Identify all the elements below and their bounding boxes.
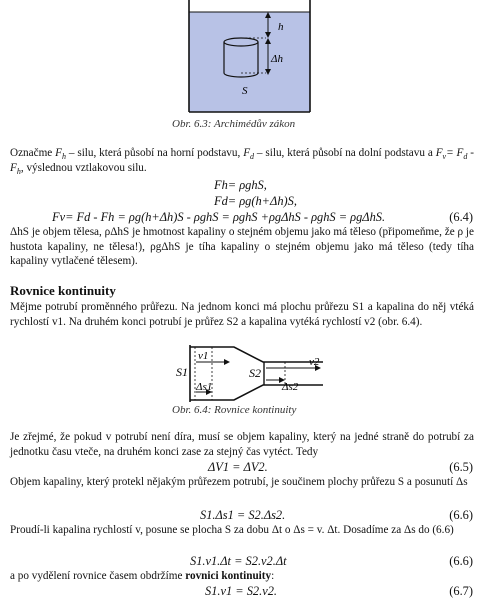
equation-number-6-7: (6.7) [449, 584, 473, 598]
label-ds1: Δs1 [196, 381, 213, 393]
paragraph-forces: Označme $F_h$ – silu, která působí na horní podstavu, $F_d$ – silu, která působí na dolní podstavu a $F_v= F_d - F_h$, výslednou vztlakovou silu. [10, 147, 474, 176]
label-h: h [278, 21, 284, 33]
equation-6-6b: S1.v1.Δt = S2.v2.Δt [190, 554, 287, 568]
paragraph-divide: a po vydělení rovnice časem obdržíme rovnici kontinuity: [10, 570, 275, 582]
label-S: S [242, 85, 248, 97]
equation-fh: Fh= ρghS, [214, 178, 267, 192]
equation-number-6-6b: (6.6) [449, 554, 473, 568]
equation-fd: Fd= ρg(h+Δh)S, [214, 194, 297, 208]
label-v1: v1 [198, 350, 209, 362]
paragraph-volume: ΔhS je objem tělesa, ρΔhS je hmotnost kapaliny o stejném objemu jako má těleso (připomeňme, že ρ je hustota kapaliny, ne tělesa!), ρgΔhS je tíha kapaliny o stejném objemu jako má těleso (tedy tíha kapaliny vytlačené tělesem). [10, 226, 474, 268]
figure-archimedes [0, 0, 503, 135]
paragraph-pipe: Mějme potrubí proměnného průřezu. Na jednom konci má plochu průřezu S1 a kapalina do něj vtéká rychlostí v1. Na druhém konci potrubí je průřez S2 a kapalina vytéká rychlostí v2 (obr. 6.4). [10, 301, 474, 328]
equation-number-6-5: (6.5) [449, 460, 473, 474]
label-dh: Δh [271, 53, 283, 65]
equation-6-6a: S1.Δs1 = S2.Δs2. [200, 508, 286, 522]
label-ds2: Δs2 [282, 381, 299, 393]
equation-6-5: ΔV1 = ΔV2. [208, 460, 268, 474]
label-S1: S1 [176, 365, 188, 379]
paragraph-velocity: Proudí-li kapalina rychlostí v, posune se plocha S za dobu Δt o Δs = v. Δt. Dosadíme za Δs do (6.6) [10, 524, 454, 536]
equation-fv: Fv= Fd - Fh = ρg(h+Δh)S - ρghS = ρghS +ρgΔhS - ρghS = ρgΔhS. [52, 210, 386, 224]
equation-6-7: S1.v1 = S2.v2. [205, 584, 278, 598]
section-heading: Rovnice kontinuity [10, 283, 116, 298]
equation-number-6-4: (6.4) [449, 210, 473, 224]
equation-number-6-6a: (6.6) [449, 508, 473, 522]
label-S2: S2 [249, 366, 261, 380]
figure-caption-6-4: Obr. 6.4: Rovnice kontinuity [172, 404, 297, 416]
label-v2: v2 [309, 356, 320, 368]
paragraph-no-hole: Je zřejmé, že pokud v potrubí není díra, musí se objem kapaliny, který na jedné straně do potrubí za jednotku času vteče, na druhém konci zase za stejný čas vytéct. Tedy [10, 431, 474, 458]
paragraph-flow-volume: Objem kapaliny, který protekl nějakým průřezem potrubí, je součinem plochy průřezu S a posunutí Δs [10, 476, 468, 488]
figure-continuity [0, 340, 503, 405]
figure-caption-6-3: Obr. 6.3: Archimédův zákon [172, 118, 296, 130]
